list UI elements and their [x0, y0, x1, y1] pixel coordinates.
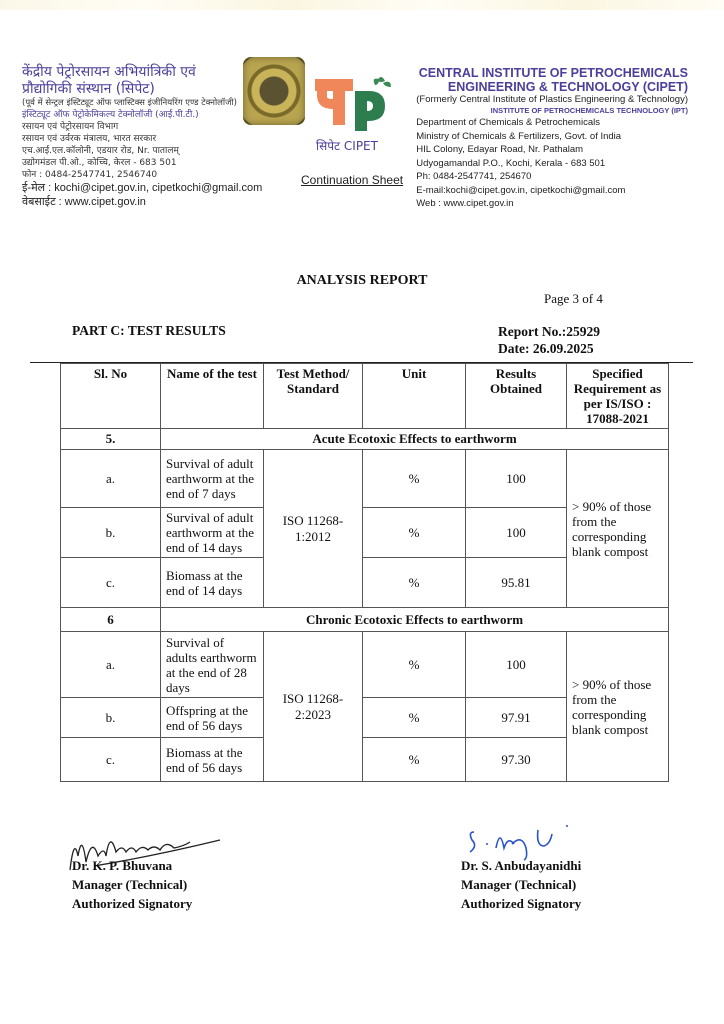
row-unit: %	[363, 450, 466, 508]
english-former: (Formerly Central Institute of Plastics Engineering & Technology)	[416, 94, 688, 105]
top-border-strip	[0, 0, 724, 10]
english-phone: Ph: 0484-2547741, 254670	[416, 171, 532, 182]
english-name-line1: CENTRAL INSTITUTE OF PETROCHEMICALS	[418, 66, 688, 80]
table-row	[61, 450, 669, 508]
row-method: ISO 11268-2:2023	[264, 632, 363, 782]
row-unit: %	[363, 698, 466, 738]
section-number: 5.	[61, 429, 161, 450]
section-number: 6	[61, 608, 161, 632]
row-unit: %	[363, 508, 466, 558]
section-row	[61, 429, 669, 450]
signatory-name: Dr. S. Anbudayanidhi	[461, 858, 582, 873]
hindi-ministry: रसायन एवं उर्वरक मंत्रालय, भारत सरकार	[22, 134, 157, 144]
signatory-role: Authorized Signatory	[72, 896, 193, 911]
section-row	[61, 608, 669, 632]
english-email: E-mail:kochi@cipet.gov.in, cipetkochi@gmail.com	[416, 184, 626, 196]
hindi-name-line2: प्रौद्योगिकी संस्थान (सिपेट)	[22, 81, 155, 97]
hindi-phone: फोन : 0484-2547741, 2546740	[22, 170, 158, 180]
english-web: Web : www.cipet.gov.in	[416, 198, 514, 209]
row-requirement: > 90% of those from the corresponding blank compost	[567, 450, 669, 608]
signatory-2	[461, 856, 581, 913]
hologram-seal-icon	[243, 57, 305, 125]
hindi-web: वेबसाईट : www.cipet.gov.in	[22, 196, 146, 208]
english-ministry: Ministry of Chemicals & Fertilizers, Govt. of India	[416, 130, 622, 142]
section-title: Chronic Ecotoxic Effects to earthworm	[161, 608, 669, 632]
header-requirement: Specified Requirement as per IS/ISO : 17088-2021	[567, 364, 669, 429]
row-sl: a.	[61, 632, 161, 698]
row-method: ISO 11268-1:2012	[264, 450, 363, 608]
row-result: 97.91	[466, 698, 567, 738]
row-sl: b.	[61, 508, 161, 558]
english-dept: Department of Chemicals & Petrochemicals	[416, 117, 600, 128]
logo-caption: सिपेट CIPET	[316, 139, 378, 153]
row-sl: b.	[61, 698, 161, 738]
english-address2: Udyogamandal P.O., Kochi, Kerala - 683 501	[416, 157, 606, 169]
row-unit: %	[363, 738, 466, 782]
part-heading: PART C: TEST RESULTS	[72, 323, 226, 338]
letterhead-english	[416, 66, 688, 211]
row-test-name: Survival of adult earthworm at the end of 14 days	[161, 508, 264, 558]
header-sl-no: Sl. No	[61, 364, 161, 429]
signatory-role: Authorized Signatory	[461, 896, 582, 911]
header-results: Results Obtained	[466, 364, 567, 429]
row-unit: %	[363, 558, 466, 608]
header-method: Test Method/ Standard	[264, 364, 363, 429]
letterhead-hindi	[22, 64, 272, 209]
hindi-name-line1: केंद्रीय पेट्रोरसायन अभियांत्रिकी एवं	[22, 64, 196, 80]
hindi-dept: रसायन एवं पेट्रोरसायन विभाग	[22, 122, 119, 132]
row-result: 100	[466, 632, 567, 698]
row-sl: c.	[61, 558, 161, 608]
english-address1: HIL Colony, Edayar Road, Nr. Pathalam	[416, 144, 584, 155]
section-title: Acute Ecotoxic Effects to earthworm	[161, 429, 669, 450]
signatory-name: Dr. K. P. Bhuvana	[72, 858, 173, 873]
signatory-designation: Manager (Technical)	[461, 877, 577, 892]
row-result: 95.81	[466, 558, 567, 608]
report-title: ANALYSIS REPORT	[296, 273, 428, 288]
row-test-name: Survival of adults earthworm at the end of 28 days	[161, 632, 264, 698]
cipet-logo-icon	[313, 73, 393, 133]
row-test-name: Survival of adult earthworm at the end of 7 days	[161, 450, 264, 508]
page-number: Page 3 of 4	[544, 291, 603, 306]
hindi-email: ई-मेल : kochi@cipet.gov.in, cipetkochi@gmail.com	[22, 182, 263, 194]
hindi-former-line1: (पूर्व में सेन्ट्रल इंस्टिट्यूट ऑफ प्लास्टिक्स इंजीनियरिंग एण्ड टेक्नोलॉजी)	[22, 98, 237, 108]
report-number: Report No.:25929	[498, 324, 600, 339]
row-test-name: Biomass at the end of 56 days	[161, 738, 264, 782]
header-test-name: Name of the test	[161, 364, 264, 429]
header-unit: Unit	[363, 364, 466, 429]
hindi-former-line2: इंस्टिट्यूट ऑफ पेट्रोकेमिकल्य टेक्नोलॉजी (आई.पी.टी.)	[22, 110, 199, 120]
row-sl: c.	[61, 738, 161, 782]
english-ipt: INSTITUTE OF PETROCHEMICALS TECHNOLOGY (IPT)	[490, 106, 688, 115]
report-date: Date: 26.09.2025	[498, 341, 594, 356]
row-test-name: Biomass at the end of 14 days	[161, 558, 264, 608]
row-test-name: Offspring at the end of 56 days	[161, 698, 264, 738]
hindi-address1: एच.आई.एल.कॉलोनी, एडयार रोड, Nr. पातालम्	[22, 146, 179, 156]
hindi-address2: उद्योगमंडल पी.ओ., कोच्चि, केरल - 683 501	[22, 158, 177, 168]
english-name-line2: ENGINEERING & TECHNOLOGY (CIPET)	[447, 80, 688, 94]
table-header-row	[61, 364, 669, 429]
signatory-designation: Manager (Technical)	[72, 877, 188, 892]
row-result: 100	[466, 508, 567, 558]
report-meta	[498, 323, 600, 357]
row-sl: a.	[61, 450, 161, 508]
row-result: 97.30	[466, 738, 567, 782]
row-requirement: > 90% of those from the corresponding blank compost	[567, 632, 669, 782]
row-unit: %	[363, 632, 466, 698]
results-table	[60, 363, 669, 782]
table-row	[61, 632, 669, 698]
signatory-1	[72, 856, 192, 913]
row-result: 100	[466, 450, 567, 508]
continuation-sheet-label: Continuation Sheet	[301, 173, 404, 187]
